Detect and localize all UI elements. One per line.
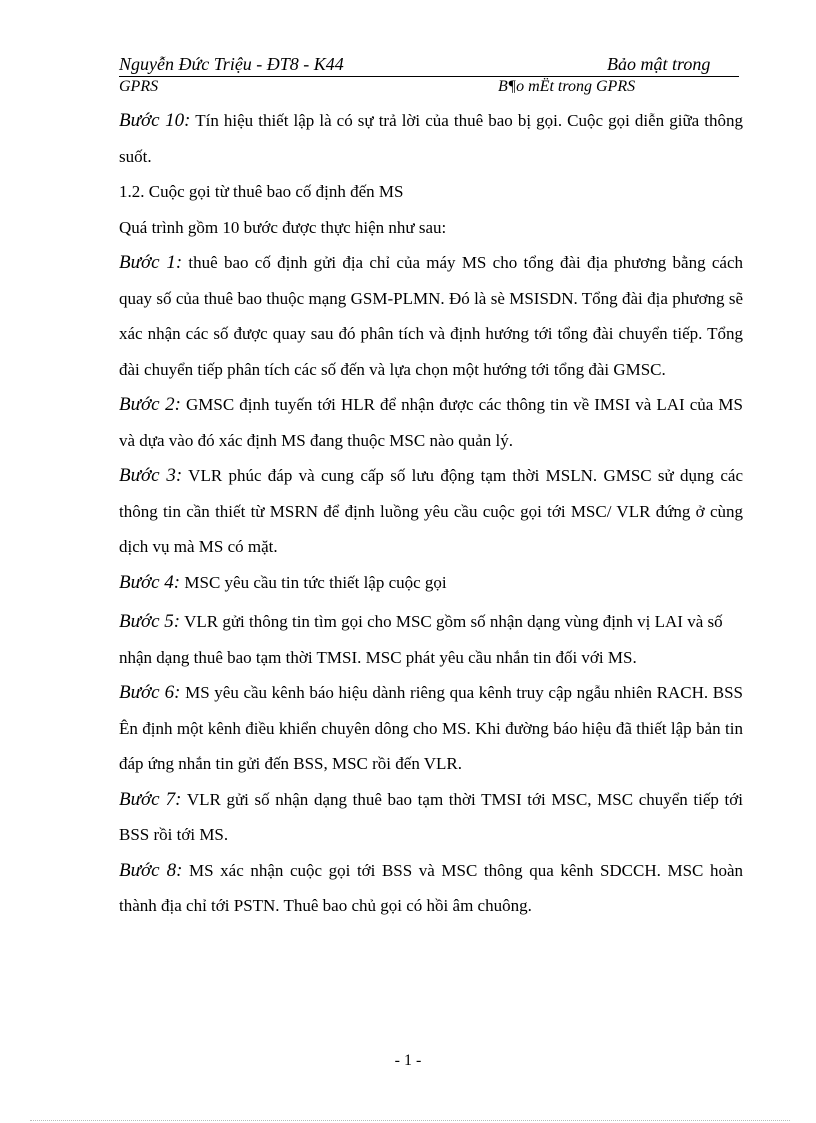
step-label: Bước 6: [119, 682, 181, 703]
step-paragraph [119, 604, 743, 675]
step-text: VLR gửi số nhận dạng thuê bao tạm thời TMSI tới MSC, MSC chuyển tiếp tới BSS rồi tới MS. [119, 789, 743, 844]
step-paragraph [119, 245, 743, 387]
step-text: GMSC định tuyến tới HLR để nhận được các thông tin về IMSI và LAI của MS và dựa vào đó xác định MS đang thuộc MSC nào quản lý. [119, 395, 743, 450]
step-text: MS yêu cầu kênh báo hiệu dành riêng qua kênh truy cập ngẫu nhiên RACH. BSS Ên định một kênh điều khiển chuyên dông cho MS. Khi đường báo hiệu đã thiết lập bản tin đáp ứng nhắn tin gửi đến BSS, MSC rồi đến VLR. [119, 683, 744, 773]
step-text: Tín hiệu thiết lập là có sự trả lời của thuê bao bị gọi. Cuộc gọi diễn giữa thông suốt. [119, 111, 744, 166]
header-title: Bảo mật trong [607, 54, 711, 74]
page-bottom-rule [30, 1120, 790, 1121]
step-text: thuê bao cố định gửi địa chỉ của máy MS cho tổng đài địa phương bằng cách quay số của thuê bao thuộc mạng GSM-PLMN. Đó là sè MSISDN. Tổng đài địa phương sẽ xác nhận các số được quay sau đó phân tích và định hướng tới tổng đài chuyển tiếp. Tổng đài chuyển tiếp phân tích các số đến và lựa chọn một hướng tới tổng đài GMSC. [119, 253, 743, 379]
running-header-continuation [119, 78, 739, 98]
step-label: Bước 3: [119, 465, 183, 486]
running-header [119, 54, 739, 77]
step-label: Bước 2: [119, 394, 181, 415]
step-label: Bước 8: [119, 859, 183, 881]
step-label: Bước 1: [119, 252, 183, 273]
step-paragraph [119, 458, 743, 565]
step-paragraph [119, 853, 743, 924]
page-number: - 1 - [394, 1052, 422, 1069]
step-paragraph [119, 782, 743, 853]
step-text: MS xác nhận cuộc gọi tới BSS và MSC thông qua kênh SDCCH. MSC hoàn thành địa chỉ tới PSTN. Thuê bao chủ gọi có hồi âm chuông. [119, 860, 743, 915]
step-label: Bước 7: [119, 788, 182, 810]
step-label: Bước 10: [119, 110, 191, 131]
header-title-garbled: B¶o mËt trong GPRS [498, 78, 636, 95]
step-paragraph [119, 387, 743, 458]
step-text: MSC yêu cầu tin tức thiết lập cuộc gọi [180, 572, 447, 592]
intro-paragraph: Quá trình gồm 10 bước được thực hiện như sau: [119, 217, 447, 237]
section-heading: 1.2. Cuộc gọi từ thuê bao cố định đến MS [119, 182, 404, 201]
header-author: Nguyễn Đức Triệu - ĐT8 - K44 [119, 54, 344, 74]
header-title-wrap: GPRS [119, 78, 159, 95]
step-label: Bước 5: [119, 611, 181, 632]
step-paragraph [119, 675, 743, 782]
step-label: Bước 4: [119, 571, 181, 593]
step-paragraph [119, 103, 743, 174]
step-text: VLR gửi thông tin tìm gọi cho MSC gồm số nhận dạng vùng định vị LAI và số nhận dạng thuê bao tạm thời TMSI. MSC phát yêu cầu nhắn tin đối với MS. [119, 612, 723, 667]
body-text [119, 103, 743, 924]
step-text: VLR phúc đáp và cung cấp số lưu động tạm thời MSLN. GMSC sử dụng các thông tin cần thiết từ MSRN để định luồng yêu cầu cuộc gọi tới MSC/ VLR đứng ở cùng dịch vụ mà MS có mặt. [119, 466, 743, 556]
step-paragraph [119, 565, 743, 601]
